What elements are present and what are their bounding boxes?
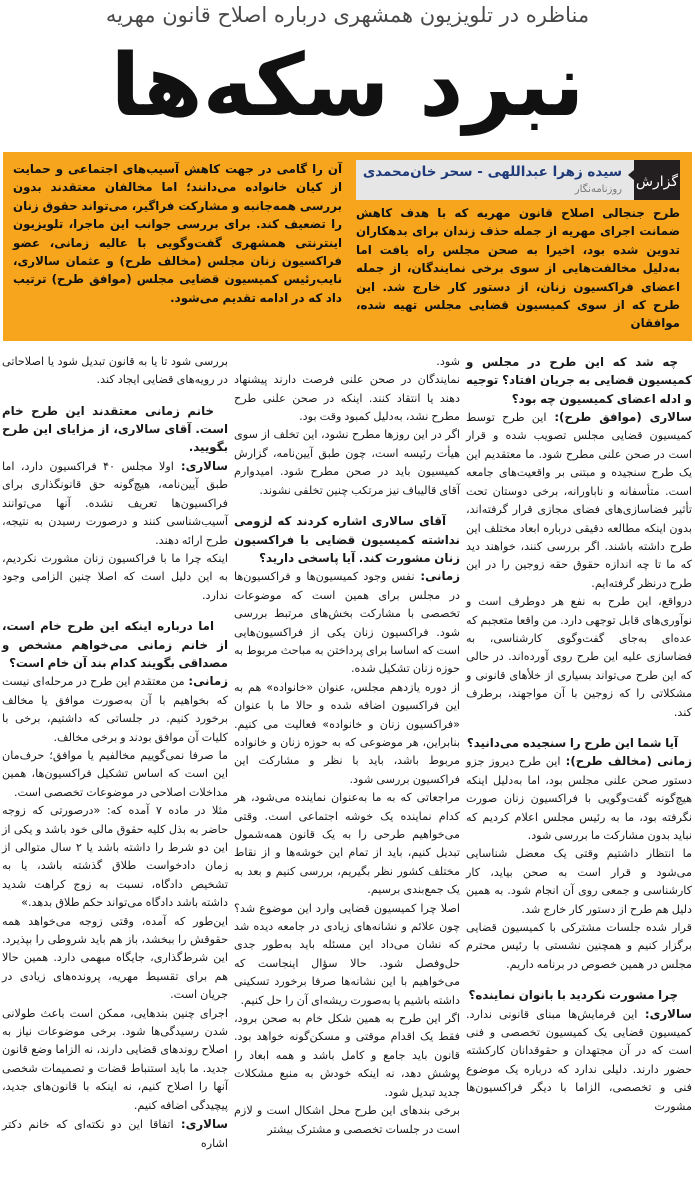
article-columns	[3, 353, 692, 1153]
article-subtitle: مناظره در تلویزیون همشهری درباره اصلاح قانون مهریه	[105, 3, 590, 27]
paragraph-text: این‌طور که آمده، وقتی زوجه می‌خواهد همه حقوقش را ببخشد، باز هم باید شروطی را بپذیرد. این شرط‌گذاری، جایگاه مبهمی دارد. همین حالا هم برای تقسیط مهریه، پرونده‌های زیادی در جریان است.	[2, 914, 228, 1002]
intro-text-left: آن را گامی در جهت کاهش آسیب‌های اجتماعی و حمایت از کیان خانواده می‌دانند؛ اما مخالفان معتقدند بدون بررسی همه‌جانبه و مشارکت فراگیر، می‌تواند حقوق زنان را تضعیف کند. برای بررسی جوانب این ماجرا، تلویزیون اینترنتی همشهری گفت‌وگویی با عالیه زمانی، عضو فراکسیون زنان مجلس (مخالف طرح) و عثمان سالاری، نایب‌رئیس کمیسیون قضایی مجلس (موافق طرح) ترتیب داد که در ادامه تقدیم می‌شود.	[13, 162, 342, 305]
paragraph-text: این فرمایش‌ها مبنای قانونی ندارد. کمیسیون قضایی یک کمیسیون تخصصی و فنی است که در آن مجتهدان و حقوقدانان کارکشته حضور دارند. دلیلی ندارد که درباره یک موضوع فنی و تخصصی، الزاما با دیگر فراکسیون‌ها مشورت	[466, 1007, 692, 1113]
paragraph	[2, 747, 228, 802]
speaker-name: سالاری (موافق طرح):	[546, 410, 692, 425]
paragraph	[466, 1005, 692, 1116]
paragraph	[466, 919, 692, 974]
speaker-name: زمانی:	[414, 569, 461, 584]
paragraph-text: نفس وجود کمیسیون‌ها و فراکسیون‌ها در مجلس برای همین است که موضوعات تخصصی با مشارکت بخش‌های مرتبط بررسی شود. فراکسیون زنان یکی از فراکسیون‌هایی است که اساسا برای پرداختن به مباحث مربوط به حوزه زنان تشکیل شده.	[234, 570, 460, 676]
paragraph-text: اگر در این روزها مطرح نشود، این تخلف از سوی هیأت رئیسه است، چون طبق آیین‌نامه، گزارش کمیسیون باید در صحن مطرح شود. امیدوارم آقای قالیباف نیز مرتکب چنین تخلفی نشوند.	[234, 428, 460, 497]
paragraph-text: ما صرفا نمی‌گوییم مخالفیم یا موافق؛ حرف‌مان این است که اساس تشکیل فراکسیون‌ها، همین مداخلات اصلاحی در موضوعات تخصصی است.	[2, 748, 228, 799]
paragraph-text: نمایندگان در صحن علنی فرصت دارند پیشنهاد دهند یا انتقاد کنند. اینکه در صحن علنی طرح مطرح نشد، به‌دلیل کمبود وقت بود.	[234, 373, 460, 424]
paragraph-text: این طرح دیروز جزو دستور صحن علنی مجلس بود، اما به‌دلیل اینکه هیچ‌گونه گفت‌وگویی با فراکسیون زنان صورت نگرفته بود، ما به رئیس مجلس اعلام کردیم که نباید بدون مشارکت ما بررسی شود.	[466, 755, 692, 842]
paragraph	[234, 900, 460, 1010]
paragraph-text: اجرای چنین بندهایی، ممکن است باعث طولانی شدن رسیدگی‌ها شود. برخی موضوعات نیاز به اصلاح روندهای قضایی دارند، نه الزاما وضع قانون جدید. ما باید استنباط قضات و تصمیمات شخصی آنها را اصلاح کنیم، نه اینکه با قانون‌های جدید، پیچیدگی اضافه کنیم.	[2, 1006, 228, 1112]
paragraph-text: اصلا چرا کمیسیون قضایی وارد این موضوع شد؟ چون علائم و نشانه‌های زیادی در جامعه دیده شد که نشان می‌داد این مسئله باید به‌طور جدی حل‌وفصل شود. حالا سؤال اینجاست که می‌خواهیم با این نشانه‌ها صرفا برخورد تسکینی داشته باشیم یا به‌صورت ریشه‌ای آن را حل کنیم.	[234, 901, 460, 1007]
paragraph	[234, 1010, 460, 1102]
paragraph	[234, 679, 460, 789]
byline	[356, 160, 680, 200]
paragraph-text: اتفاقا این دو نکته‌ای که خانم دکتر اشاره	[2, 1118, 228, 1150]
paragraph-text: شود.	[436, 354, 460, 368]
article-column-3	[2, 353, 228, 1153]
paragraph-text: مراجعاتی که به ما به‌عنوان نماینده می‌شود، هر کدام نماینده یک خوشه اجتماعی است. وقتی می‌خواهیم طرحی را به یک قانون همه‌شمول تبدیل کنیم، باید از تمام این خوشه‌ها و از نقاط مختلف کشور نظر بگیریم، بررسی کنیم و بعد به یک جمع‌بندی برسیم.	[234, 791, 460, 897]
paragraph-text: برخی بندهای این طرح محل اشکال است و لازم است در جلسات تخصصی و مشترک بیشتر	[234, 1104, 460, 1136]
intro-box	[3, 152, 692, 341]
paragraph	[2, 1115, 228, 1153]
paragraph	[2, 353, 228, 390]
paragraph	[466, 408, 692, 593]
speaker-name: زمانی (مخالف طرح):	[560, 754, 692, 769]
paragraph	[2, 672, 228, 747]
interview-question: چه شد که این طرح در مجلس و کمیسیون قضایی به جریان افتاد؟ توجیه و ادله اعضای کمیسیون چه بود؟	[466, 354, 692, 406]
intro-column-left	[13, 160, 342, 333]
paragraph	[234, 371, 460, 426]
interview-question: آقای سالاری اشاره کردند که لزومی نداشته کمیسیون قضایی با فراکسیون زنان مشورت کند. آیا پاسخی دارید؟	[234, 514, 460, 565]
paragraph	[2, 550, 228, 605]
paragraph	[2, 1005, 228, 1115]
interview-question: چرا مشورت نکردید با بانوان نماینده؟	[468, 988, 678, 1003]
paragraph-text: بررسی شود تا یا به قانون تبدیل شود یا اصلاحاتی در رویه‌های قضایی ایجاد کند.	[2, 354, 228, 387]
section-label: گزارش	[634, 160, 680, 200]
paragraph-text: ما انتظار داشتیم وقتی یک معضل شناسایی می‌شود و قرار است به صحن بیاید، کار کارشناسی و جمعی روی آن انجام شود. به همین دلیل هم طرح از دستور کار خارج شد.	[466, 847, 692, 916]
paragraph	[2, 802, 228, 912]
interview-question: آیا شما این طرح را سنجیده می‌دانید؟	[466, 735, 678, 750]
paragraph-text: مثلا در ماده ۷ آمده که: «درصورتی که زوجه حاضر به بذل کلیه حقوق مالی خود باشد و یکی از این دو شرط را داشته باشد یا ۲ سال متوالی از زمان دادخواست طلاق گذشته باشد، یا به تشخیص دادگاه، نسبت به زوج کراهت شدید داشته باشد دادگاه می‌تواند حکم طلاق بدهد.»	[2, 804, 228, 910]
paragraph	[234, 567, 460, 678]
article-headline: نبرد سکه‌ها	[110, 36, 585, 136]
paragraph	[234, 789, 460, 899]
article-column-1	[466, 353, 692, 1116]
paragraph-text: درواقع، این طرح به نفع هر دوطرف است و نوآوری‌های قابل توجهی دارد. من واقعا متعجبم که عده‌ای به‌جای گفت‌وگوی کارشناسی، به فضاسازی علیه این طرح روی آورده‌اند. در حالی که این طرح می‌تواند بسیاری از خلأهای قانونی و مشکلاتی را که زوجین با آن مواجهند، برطرف کند.	[466, 595, 692, 719]
paragraph	[466, 845, 692, 919]
speaker-name: سالاری:	[173, 1117, 228, 1132]
intro-text-right: طرح جنجالی اصلاح قانون مهریه که با هدف کاهش ضمانت اجرای مهریه از جمله حذف زندان برای بدهکاران تدوین شده بود، اخیرا به صحن مجلس راه یافت اما به‌دلیل مخالفت‌هایی از سوی برخی نمایندگان، از جمله اعضای فراکسیون زنان، از دستور کار خارج شد. این طرح که از سوی کمیسیون قضایی مجلس تهیه شده، موافقان	[356, 206, 680, 331]
byline-authors: سیده زهرا عبداللهی - سحر خان‌محمدی	[362, 164, 622, 180]
paragraph-text: اولا مجلس ۴۰ فراکسیون دارد، اما طبق آیین‌نامه، هیچ‌گونه حق قانونگذاری برای فراکسیون‌ها تعریف نشده. آنها می‌توانند آسیب‌شناسی کنند و درصورت رسیدن به نتیجه، طرح ارائه دهند.	[2, 459, 228, 547]
paragraph	[2, 457, 228, 550]
interview-question: اما درباره اینکه این طرح خام است، از خانم زمانی می‌خواهم مشخص و مصداقی بگویند کدام بند آن خام است؟	[2, 619, 228, 670]
paragraph	[466, 752, 692, 845]
article-column-2	[234, 353, 460, 1139]
paragraph-text: این طرح توسط کمیسیون قضایی مجلس تصویب شده و قرار است در صحن علنی مطرح شود. ما معتقدیم این یک طرح سنجیده و مبتنی بر واقعیت‌های جامعه است. متأسفانه و ناباورانه، برخی دوستان تحت تأثیر فضاسازی‌های فضای مجازی قرار گرفته‌اند، بدون اینکه مطالعه دقیقی درباره ابعاد مختلف این طرح داشته باشند. اگر بررسی کنند، خواهند دید که ما تا چه اندازه حقوق حقه زوجین را در این طرح درنظر گرفته‌ایم.	[466, 411, 692, 590]
paragraph	[466, 593, 692, 722]
speaker-name: سالاری:	[637, 1006, 692, 1021]
paragraph-text: قرار شده جلسات مشترکی با کمیسیون قضایی برگزار کنیم و همچنین نشستی با رئیس محترم مجلس در همین خصوص در برنامه داریم.	[466, 921, 692, 971]
paragraph	[234, 353, 460, 371]
interview-question: خانم زمانی معتقدند این طرح خام است. آقای سالاری، از مزایای این طرح بگویید.	[2, 403, 228, 455]
paragraph	[2, 913, 228, 1005]
paragraph-text: از دوره یازدهم مجلس، عنوان «خانواده» هم به این فراکسیون اضافه شده و حالا ما با عنوان «فراکسیون زنان و خانواده» فعالیت می کنیم. بنابراین، هر موضوعی که به حوزه زنان و خانواده مربوط باشد، باید با نظر و مشارکت این فراکسیون بررسی شود.	[234, 680, 460, 786]
speaker-name: سالاری:	[173, 458, 228, 473]
paragraph-text: اینکه چرا ما با فراکسیون زنان مشورت نکردیم، به این دلیل است که اصلا چنین الزامی وجود ندارد.	[2, 551, 228, 602]
paragraph-text: اگر این طرح به همین شکل خام به صحن برود، فقط یک اقدام موقتی و مسکن‌گونه خواهد بود. قانون باید جامع و کامل باشد و همه ابعاد را پوشش دهد، نه اینکه خودش به منبع مشکلات جدید تبدیل شود.	[234, 1012, 460, 1099]
paragraph	[234, 426, 460, 500]
intro-column-right	[356, 160, 680, 333]
paragraph	[234, 1102, 460, 1139]
speaker-name: زمانی:	[184, 674, 229, 689]
byline-arrow-icon	[628, 170, 634, 180]
paragraph-text: من معتقدم این طرح در مرحله‌ای نیست که بخواهیم با آن به‌صورت موافق یا مخالف برخورد کنیم. در جلساتی که داشتیم، برخی با کلیات آن موافق بودند و برخی مخالف.	[2, 675, 228, 744]
byline-role: روزنامه‌نگار	[574, 184, 622, 195]
